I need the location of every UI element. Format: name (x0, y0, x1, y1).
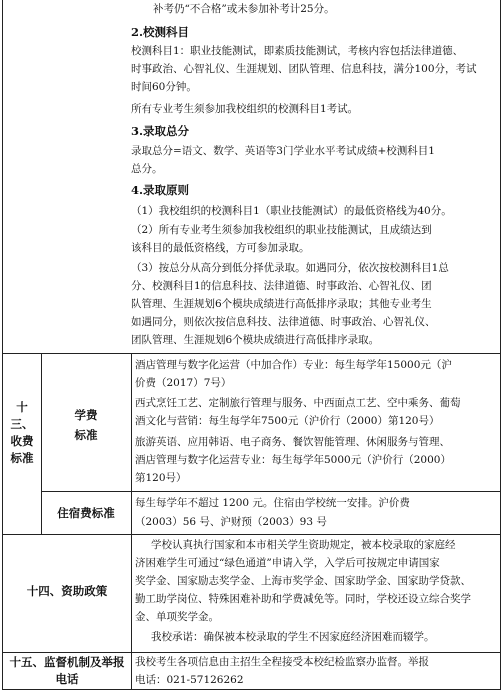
aid-text-6: 我校承诺：确保被本校录取的学生不因家庭经济困难而辍学。 (151, 631, 435, 643)
aid-text-3: 奖学金、国家励志奖学金、上海市奖学金、国家助学金、国家助学贷款、 (135, 575, 471, 587)
principle-text-6: 队管理、生涯规划6个模块成绩进行高低排序录取；其他专业考生 (131, 298, 432, 310)
col-divider-label (131, 353, 132, 690)
principle-text-4: （3）按总分从高分到低分择优录取。如遇同分，依次按校测科目1总 (131, 262, 449, 274)
row-divider-fees (3, 353, 500, 354)
supervision-text-2: 电话：021-57126262 (135, 674, 244, 686)
admissions-table (2, 0, 501, 690)
tuition-text-7: 第120号） (135, 472, 187, 484)
row-divider-dorm (41, 491, 500, 492)
dorm-fee-text-1: 每生每学年不超过 1200 元。住宿由学校统一安排。沪价费 (135, 497, 410, 509)
tuition-text-1: 酒店管理与数字化运营（中加合作）专业：每生每学年15000元（沪 (135, 359, 452, 371)
principle-text-3: 该科目的最低资格线，方可参加录取。 (131, 242, 310, 254)
aid-policy-label: 十四、资助政策 (26, 584, 108, 598)
dorm-fee-text-2: （2003）56 号、沪财预（2003）93 号 (135, 516, 327, 528)
aid-text-4: 勤工助学岗位、特殊困难补助和学费减免等。同时，学校还设立综合奖学 (135, 593, 471, 605)
school-test-text-1: 校测科目1：职业技能测试，即素质技能测试，考核内容包括法律道德、 (131, 45, 464, 57)
school-test-text-4: 所有专业考生须参加我校组织的校测科目1考试。 (131, 103, 359, 115)
heading-admission-principles: 4.录取原则 (131, 183, 190, 197)
tuition-label-line2: 标准 (74, 428, 98, 442)
heading-total-score: 3.录取总分 (131, 124, 190, 138)
section-13-label-line2: 三、 (10, 417, 34, 431)
tuition-text-5: 旅游英语、应用韩语、电子商务、餐饮智能管理、休闲服务与管理、 (135, 436, 450, 448)
row-divider-aid (3, 534, 500, 535)
row-divider-supervision (3, 652, 500, 653)
total-score-text-2: 总分。 (131, 163, 163, 175)
supervision-label-line2: 电话 (55, 672, 79, 686)
retake-note: 补考仍“不合格”或未参加补考计25分。 (153, 3, 335, 15)
principle-text-2: （2）所有专业考生须参加我校组织的职业技能测试，且成绩达到 (131, 224, 432, 236)
principle-text-5: 分、校测科目1的信息科技、法律道德、时事政治、心智礼仪、团 (131, 280, 432, 292)
tuition-text-2: 价费（2017）7号） (135, 377, 232, 389)
principle-text-8: 团队管理、生涯规划6个模块成绩进行高低排序录取。 (131, 334, 380, 346)
section-13-label (3, 399, 41, 467)
supervision-label-line1: 十五、监督机制及举报 (9, 655, 125, 669)
heading-school-test: 2.校测科目 (131, 25, 190, 39)
principle-text-7: 如遇同分，则依次按信息科技、法律道德、时事政治、心智礼仪、 (131, 316, 436, 328)
aid-text-2: 济困难学生可通过“绿色通道”申请入学，入学后可按规定申请国家 (135, 557, 440, 569)
section-13-label-line4: 标准 (10, 451, 34, 465)
dorm-fee-label: 住宿费标准 (57, 506, 115, 520)
tuition-text-6: 酒店管理与数字化运营专业：每生每学年5000元（沪价行（2000） (135, 454, 451, 466)
school-test-text-3: 时间60分钟。 (131, 81, 197, 93)
tuition-label-line1: 学费 (74, 408, 98, 422)
aid-text-1: 学校认真执行国家和本市相关学生资助规定，被本校录取的家庭经 (151, 539, 456, 551)
school-test-text-2: 时事政治、心智礼仪、生涯规划、团队管理、信息科技，满分100分，考试 (131, 63, 477, 75)
tuition-text-3: 西式烹饪工艺、定制旅行管理与服务、中西面点工艺、空中乘务、葡萄 (135, 397, 461, 409)
tuition-label (41, 405, 131, 445)
supervision-text-1: 我校考生各项信息由主招生全程接受本校纪检监察办监督。举报 (135, 656, 429, 668)
principle-text-1: （1）我校组织的校测科目1（职业技能测试）的最低资格线为40分。 (131, 205, 452, 217)
supervision-label (3, 654, 131, 688)
section-13-label-line1: 十 (16, 400, 28, 414)
aid-text-5: 金、单项奖学金。 (135, 611, 219, 623)
tuition-text-4: 酒文化与营销：每生每学年7500元（沪价行（2000）第120号） (135, 415, 440, 427)
total-score-text-1: 录取总分=语文、数学、英语等3门学业水平考试成绩+校测科目1 (131, 145, 435, 157)
section-13-label-line3: 收费 (10, 434, 34, 448)
